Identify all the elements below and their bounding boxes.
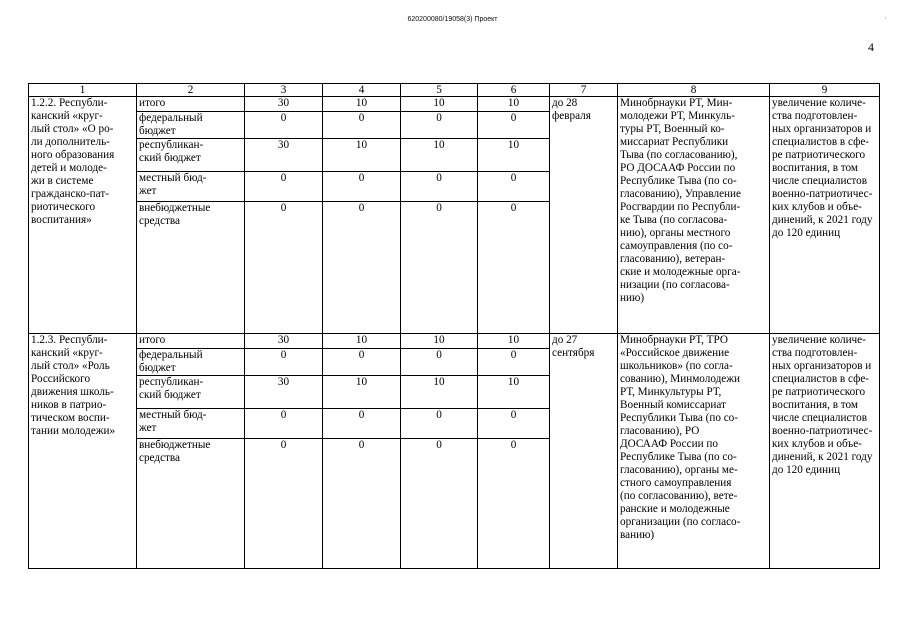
value-col5-cell: 10 [401, 97, 478, 112]
value-col5-cell: 0 [401, 172, 478, 202]
column-number: 5 [401, 84, 478, 97]
value-col5-cell: 0 [401, 349, 478, 376]
value-col3-cell: 0 [245, 439, 323, 569]
value-col6-cell: 0 [478, 172, 550, 202]
value-col6-cell: 0 [478, 202, 550, 334]
value-col4-cell: 0 [323, 349, 401, 376]
organizers-cell: Минобрнауки РТ, Мин- молодежи РТ, Минкуль- туры РТ, Военный ко- миссариат Республики Тыва (по согласованию), РО ДОСААФ России по Республике Тыва (по со- гласованию), Управление Росгвардии по Республи- ке Тыва (по согласова- нию), органы местного самоуправления (по со- гласованию), ветеран- ские и молодежные орга- низации (по согласова- нию) [618, 97, 770, 334]
measures-table [28, 83, 880, 569]
column-number: 4 [323, 84, 401, 97]
funding-source-cell: республикан- ский бюджет [137, 139, 245, 172]
value-col6-cell: 0 [478, 439, 550, 569]
expected-result-cell: увеличение количе- ства подготовлен- ных организаторов и специалистов в сфе- ре патриотического воспитания, в том числе специалистов военно-патриотичес- ких клубов и объе- динений, к 2021 году до 120 единиц [770, 97, 880, 334]
event-name-cell: 1.2.2. Республи- канский «круг- лый стол» «О ро- ли дополнитель- ного образования детей и молоде- жи в системе гражданско-пат- риотического воспитания» [29, 97, 137, 334]
funding-source-cell: местный бюд- жет [137, 409, 245, 439]
value-col5-cell: 0 [401, 202, 478, 334]
value-col4-cell: 0 [323, 409, 401, 439]
value-col3-cell: 0 [245, 112, 323, 139]
value-col3-cell: 30 [245, 97, 323, 112]
expected-result-cell: увеличение количе- ства подготовлен- ных организаторов и специалистов в сфе- ре патриотического воспитания, в том числе специалистов военно-патриотичес- ких клубов и объе- динений, к 2021 году до 120 единиц [770, 334, 880, 569]
page-number: 4 [868, 40, 874, 54]
value-col3-cell: 0 [245, 172, 323, 202]
value-col4-cell: 0 [323, 202, 401, 334]
organizers-cell: Минобрнауки РТ, ТРО «Российское движение школьников» (по согла- сованию), Минмолодежи РТ, Минкультуры РТ, Военный комиссариат Республики Тыва (по со- гласованию), РО ДОСААФ России по Республике Тыва (по со- гласованию), органы ме- стного самоуправления (по согласованию), вете- ранские и молодежные организации (по согласо- ванию) [618, 334, 770, 569]
value-col3-cell: 30 [245, 139, 323, 172]
value-col3-cell: 30 [245, 334, 323, 349]
value-col6-cell: 10 [478, 97, 550, 112]
value-col5-cell: 0 [401, 439, 478, 569]
value-col6-cell: 0 [478, 112, 550, 139]
funding-source-cell: внебюджетные средства [137, 202, 245, 334]
column-number-row [29, 84, 880, 97]
corner-mark: · [884, 14, 887, 23]
value-col3-cell: 0 [245, 409, 323, 439]
funding-source-cell: внебюджетные средства [137, 439, 245, 569]
document-code: 620200080/19058(3) Проект [407, 16, 498, 23]
funding-source-cell: федеральный бюджет [137, 349, 245, 376]
column-number: 8 [618, 84, 770, 97]
value-col3-cell: 30 [245, 376, 323, 409]
funding-source-cell: федеральный бюджет [137, 112, 245, 139]
value-col6-cell: 0 [478, 349, 550, 376]
value-col5-cell: 0 [401, 409, 478, 439]
value-col4-cell: 0 [323, 112, 401, 139]
value-col4-cell: 10 [323, 334, 401, 349]
value-col4-cell: 0 [323, 172, 401, 202]
value-col4-cell: 10 [323, 376, 401, 409]
column-number: 2 [137, 84, 245, 97]
funding-source-cell: итого [137, 97, 245, 112]
event-name-cell: 1.2.3. Республи- канский «круг- лый стол» «Роль Российского движения школь- ников в патрио- тическом воспи- тании молодежи» [29, 334, 137, 569]
value-col4-cell: 0 [323, 439, 401, 569]
deadline-cell: до 27 сентября [550, 334, 618, 569]
funding-row [29, 97, 880, 112]
column-number: 1 [29, 84, 137, 97]
column-number: 6 [478, 84, 550, 97]
value-col6-cell: 10 [478, 139, 550, 172]
value-col6-cell: 0 [478, 409, 550, 439]
column-number: 3 [245, 84, 323, 97]
value-col6-cell: 10 [478, 334, 550, 349]
value-col5-cell: 0 [401, 112, 478, 139]
funding-source-cell: республикан- ский бюджет [137, 376, 245, 409]
value-col5-cell: 10 [401, 139, 478, 172]
funding-row [29, 334, 880, 349]
value-col5-cell: 10 [401, 376, 478, 409]
column-number: 9 [770, 84, 880, 97]
deadline-cell: до 28 февраля [550, 97, 618, 334]
value-col3-cell: 0 [245, 349, 323, 376]
value-col4-cell: 10 [323, 139, 401, 172]
value-col4-cell: 10 [323, 97, 401, 112]
column-number: 7 [550, 84, 618, 97]
value-col6-cell: 10 [478, 376, 550, 409]
funding-source-cell: местный бюд- жет [137, 172, 245, 202]
value-col3-cell: 0 [245, 202, 323, 334]
value-col5-cell: 10 [401, 334, 478, 349]
funding-source-cell: итого [137, 334, 245, 349]
